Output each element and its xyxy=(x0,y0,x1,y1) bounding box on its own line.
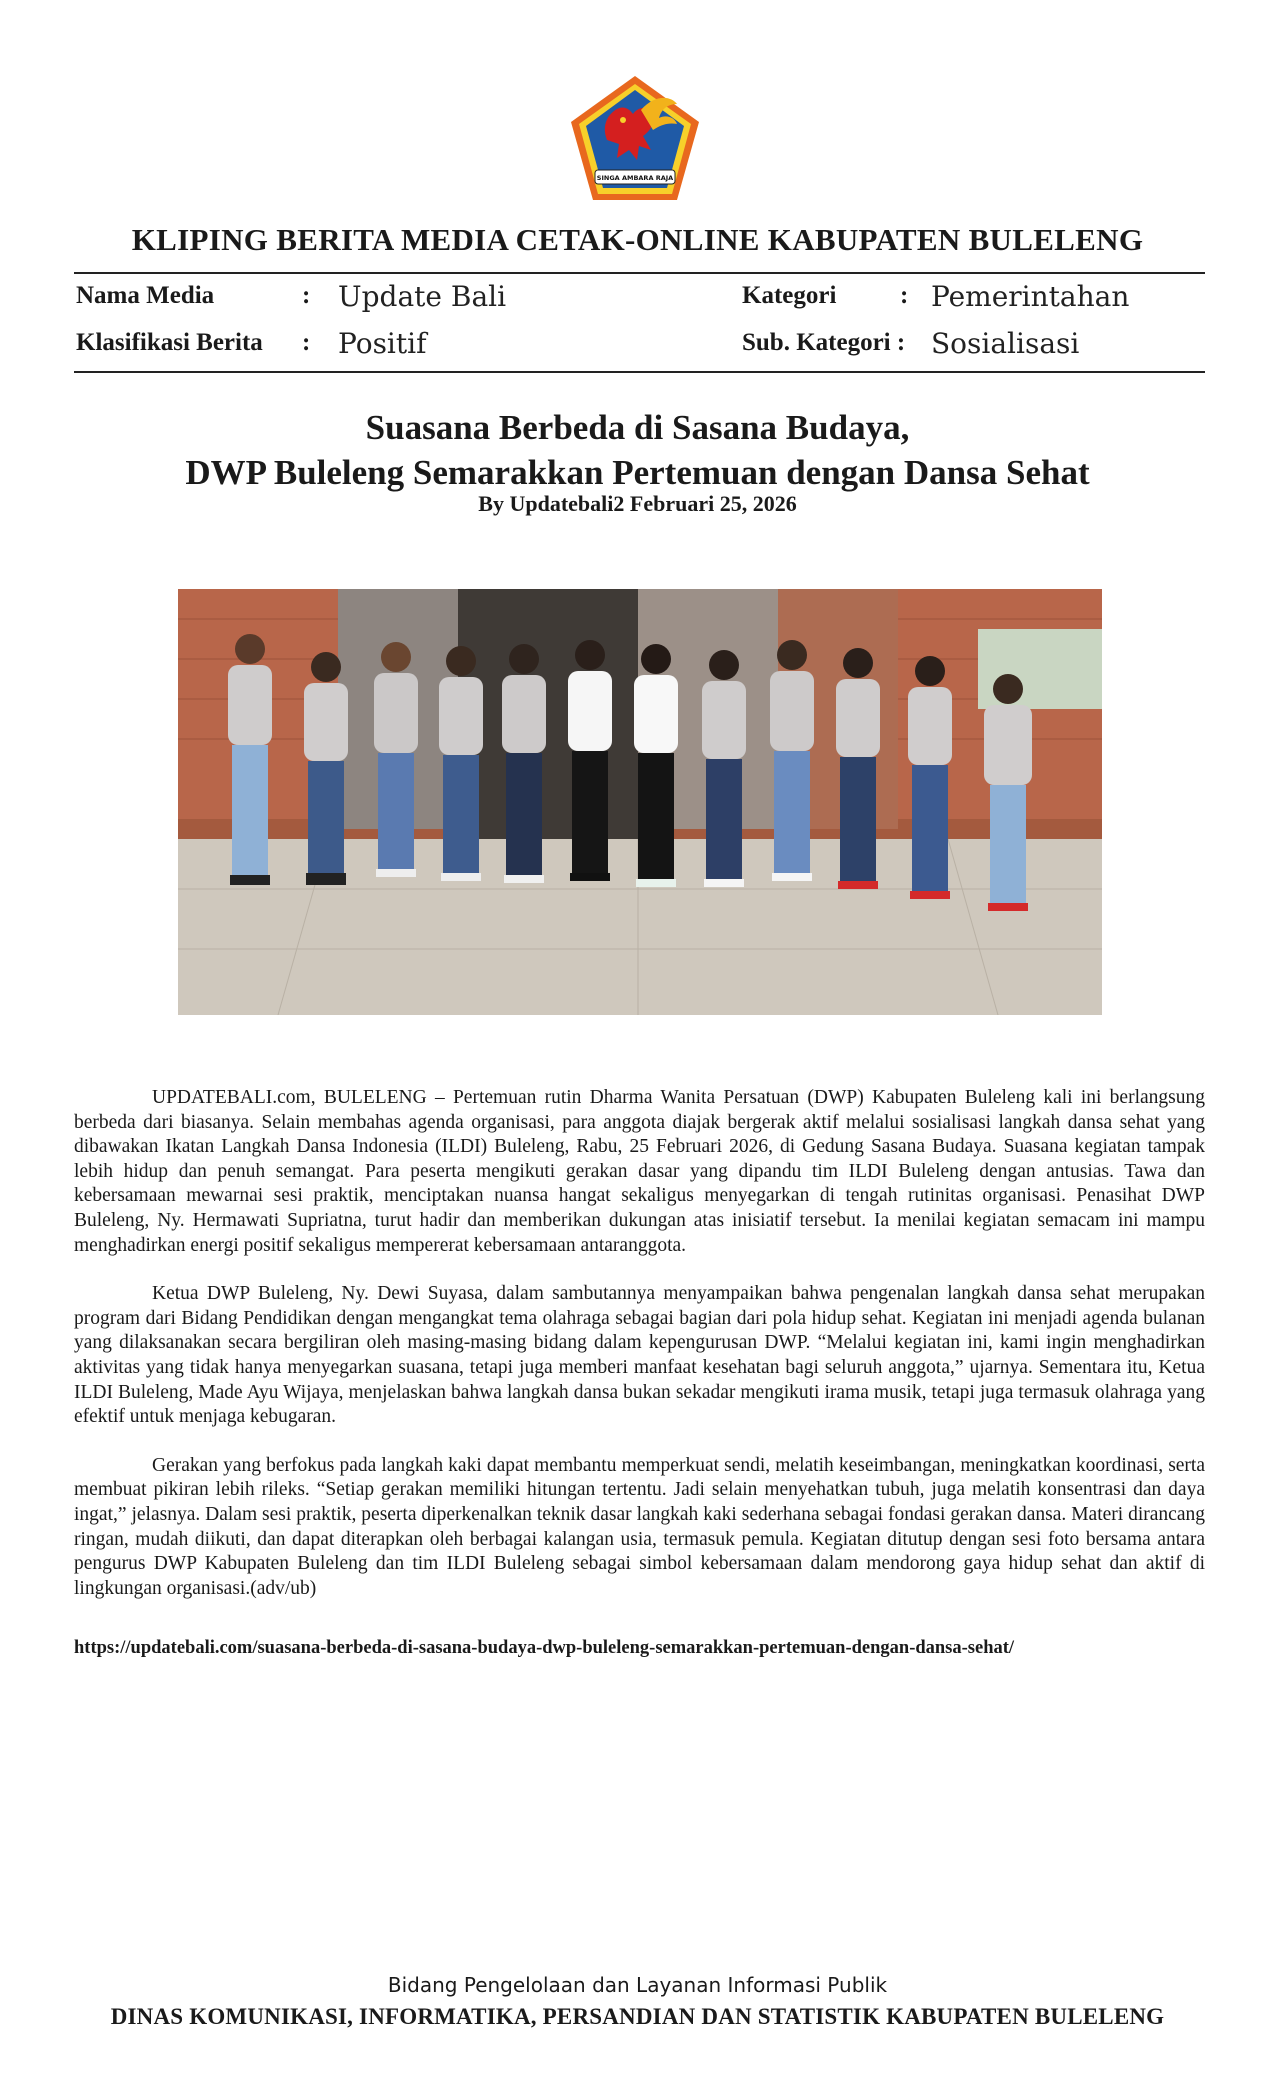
singa-ambara-raja-crest-icon xyxy=(567,74,703,204)
document-header-title: KLIPING BERITA MEDIA CETAK-ONLINE KABUPATEN BULELENG xyxy=(131,222,1144,257)
article-paragraph-3: Gerakan yang berfokus pada langkah kaki dapat membantu memperkuat sendi, melatih keseimbangan, meningkatkan koordinasi, serta membuat pikiran lebih rileks. “Setiap gerakan memiliki hitungan tertentu. Jadi selain menyehatkan tubuh, juga melatih konsentrasi dan daya ingat,” jelasnya. Dalam sesi praktik, peserta diperkenalkan teknik dasar langkah kaki sederhana sebagai fondasi gerakan dansa. Materi dirancang ringan, mudah diikuti, dan dapat diterapkan oleh berbagai kalangan usia, termasuk pemula. Kegiatan ditutup dengan sesi foto bersama antara pengurus DWP Kabupaten Buleleng dan tim ILDI Buleleng sebagai simbol kebersamaan dalam mendorong gaya hidup sehat dan aktif di lingkungan organisasi.(adv/ub) xyxy=(74,1454,1205,1599)
klasifikasi-colon: : xyxy=(302,329,311,356)
top-divider xyxy=(74,272,1205,274)
logo-banner-text: SINGA AMBARA RAJA xyxy=(596,174,674,182)
article-paragraph-2: Ketua DWP Buleleng, Ny. Dewi Suyasa, dalam sambutannya menyampaikan bahwa pengenalan langkah dansa sehat merupakan program dari Bidang Pendidikan dengan mengangkat tema olahraga sebagai bagian dari pola hidup sehat. Kegiatan ini menjadi agenda bulanan yang dilaksanakan secara bergiliran oleh masing-masing bidang dalam kepengurusan DWP. “Melalui kegiatan ini, kami ingin menghadirkan aktivitas yang tidak hanya menyegarkan suasana, tetapi juga memberi manfaat kesehatan bagi seluruh anggota,” ujarnya. Sementara itu, Ketua ILDI Buleleng, Made Ayu Wijaya, menjelaskan bahwa langkah dansa bukan sekadar mengikuti irama musik, tetapi juga termasuk olahraga yang efektif untuk menjaga kebugaran. xyxy=(74,1283,1205,1428)
footer-agency-name: DINAS KOMUNIKASI, INFORMATIKA, PERSANDIAN DAN STATISTIK KABUPATEN BULELENG xyxy=(110,2004,1165,2029)
media-value: Update Bali xyxy=(338,280,507,313)
media-colon: : xyxy=(302,282,311,309)
article-photo xyxy=(178,589,1102,1015)
article-title-line-2: DWP Buleleng Semarakkan Pertemuan dengan Dansa Sehat xyxy=(185,453,1090,492)
kategori-label: Kategori xyxy=(742,282,837,309)
subkategori-label: Sub. Kategori : xyxy=(742,329,906,356)
footer-subtitle: Bidang Pengelolaan dan Layanan Informasi Publik xyxy=(387,1973,888,1997)
article-byline: By Updatebali2 Februari 25, 2026 xyxy=(478,491,797,516)
article-title-line-1: Suasana Berbeda di Sasana Budaya, xyxy=(365,408,910,447)
media-label: Nama Media xyxy=(76,282,215,309)
kategori-value: Pemerintahan xyxy=(931,280,1130,313)
klasifikasi-label: Klasifikasi Berita xyxy=(76,329,263,356)
klasifikasi-value: Positif xyxy=(338,327,427,360)
article-paragraph-1: UPDATEBALI.com, BULELENG – Pertemuan rutin Dharma Wanita Persatuan (DWP) Kabupaten Buleleng kali ini berlangsung berbeda dari biasanya. Selain membahas agenda organisasi, para anggota diajak bergerak aktif melalui sosialisasi langkah dansa sehat yang dibawakan Ikatan Langkah Dansa Indonesia (ILDI) Buleleng, Rabu, 25 Februari 2026, di Gedung Sasana Budaya. Suasana kegiatan tampak lebih hidup dan penuh semangat. Para peserta mengikuti gerakan dasar yang dipandu tim ILDI Buleleng dengan antusias. Tawa dan kebersamaan mewarnai sesi praktik, menciptakan nuansa hangat sekaligus menyegarkan di tengah rutinitas organisasi. Penasihat DWP Buleleng, Ny. Hermawati Supriatna, turut hadir dan memberikan dukungan atas inisiatif tersebut. Ia menilai kegiatan semacam ini mampu menghadirkan energi positif sekaligus mempererat kebersamaan antaranggota. xyxy=(74,1087,1205,1256)
bottom-divider xyxy=(74,371,1205,373)
source-url-link[interactable]: https://updatebali.com/suasana-berbeda-di-sasana-budaya-dwp-buleleng-semarakkan-pertemuan-dengan-dansa-sehat/ xyxy=(74,1638,1015,1658)
kategori-colon: : xyxy=(900,282,909,309)
article-body xyxy=(74,1086,1205,1625)
subkategori-value: Sosialisasi xyxy=(931,327,1080,360)
article-title xyxy=(0,405,1275,495)
